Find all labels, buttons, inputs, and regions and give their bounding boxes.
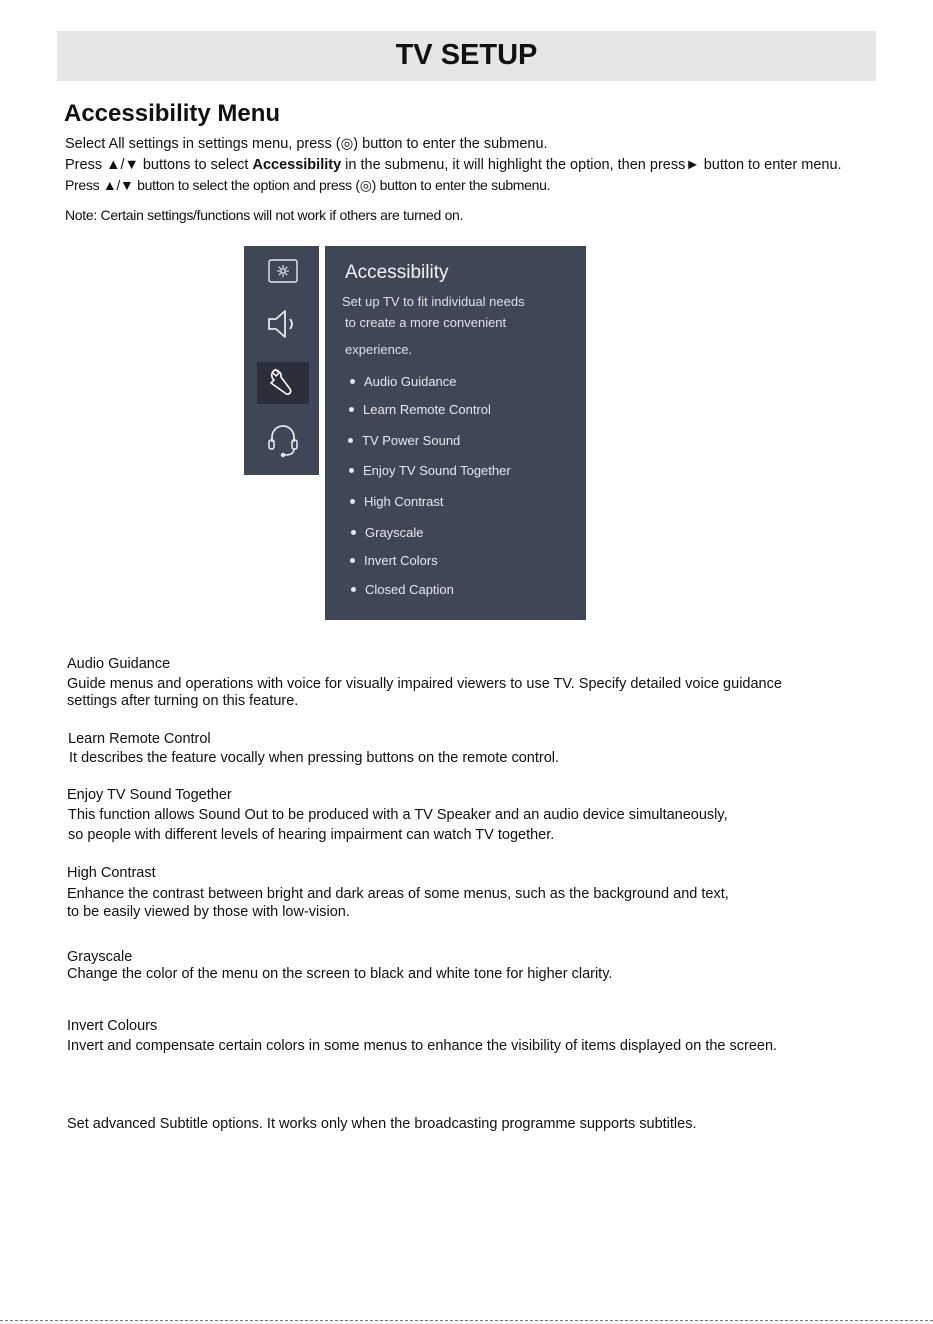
menu-item-label: High Contrast xyxy=(364,494,444,509)
audio-guidance-text-1: Guide menus and operations with voice for visually impaired viewers to use TV. Specify detailed voice guidance xyxy=(67,676,782,692)
audio-guidance-heading: Audio Guidance xyxy=(67,656,171,672)
learn-remote-text-1: It describes the feature vocally when pressing buttons on the remote control. xyxy=(69,750,560,766)
intro-line-2 xyxy=(65,157,842,173)
menu-title: Accessibility xyxy=(345,262,449,283)
intro-line-2-post: in the submenu, it will highlight the option, then press► button to enter menu. xyxy=(341,157,842,173)
wrench-icon xyxy=(268,366,298,401)
bullet-icon xyxy=(349,468,354,473)
bullet-icon xyxy=(350,379,355,384)
intro-note: Note: Certain settings/functions will not work if others are turned on. xyxy=(65,207,464,223)
intro-line-1: Select All settings in settings menu, press (◎) button to enter the submenu. xyxy=(65,136,548,152)
closed-caption-text-1: Set advanced Subtitle options. It works only when the broadcasting programme supports subtitles. xyxy=(67,1116,697,1132)
intro-line-3: Press ▲/▼ button to select the option and press (◎) button to enter the submenu. xyxy=(65,177,551,193)
sidebar-item-system[interactable] xyxy=(257,362,309,404)
bullet-icon xyxy=(349,407,354,412)
enjoy-sound-text-2: so people with different levels of hearing impairment can watch TV together. xyxy=(68,827,555,843)
menu-item-invert-colors[interactable] xyxy=(350,553,438,568)
bullet-icon xyxy=(348,438,353,443)
learn-remote-heading: Learn Remote Control xyxy=(68,731,211,747)
menu-item-closed-caption[interactable] xyxy=(351,582,454,597)
headset-icon xyxy=(267,423,299,464)
menu-item-enjoy-tv-sound-together[interactable] xyxy=(349,463,511,478)
enjoy-sound-heading: Enjoy TV Sound Together xyxy=(67,787,232,803)
sidebar-item-sound[interactable] xyxy=(257,305,309,347)
brightness-icon xyxy=(268,259,298,288)
settings-icon-sidebar xyxy=(244,246,319,475)
menu-description-line-1: Set up TV to fit individual needs xyxy=(342,294,525,309)
page-bottom-divider xyxy=(0,1320,933,1321)
menu-item-label: Enjoy TV Sound Together xyxy=(363,463,511,478)
audio-guidance-text-2: settings after turning on this feature. xyxy=(67,693,299,709)
menu-item-label: Invert Colors xyxy=(364,553,438,568)
intro-line-2-bold: Accessibility xyxy=(252,157,342,173)
sidebar-item-support[interactable] xyxy=(257,422,309,464)
grayscale-heading: Grayscale xyxy=(67,949,133,965)
high-contrast-heading: High Contrast xyxy=(67,865,156,881)
menu-item-label: Grayscale xyxy=(365,525,424,540)
page-header-title: TV SETUP xyxy=(395,39,538,71)
menu-description-line-3: experience. xyxy=(345,342,413,357)
bullet-icon xyxy=(350,499,355,504)
menu-item-tv-power-sound[interactable] xyxy=(348,433,460,448)
menu-item-label: Learn Remote Control xyxy=(363,402,491,417)
menu-item-label: Audio Guidance xyxy=(364,374,457,389)
bullet-icon xyxy=(351,530,356,535)
accessibility-menu-panel xyxy=(325,246,586,620)
high-contrast-text-2: to be easily viewed by those with low-vision. xyxy=(67,904,350,920)
menu-item-high-contrast[interactable] xyxy=(350,494,443,509)
bullet-icon xyxy=(350,558,355,563)
sidebar-item-picture[interactable] xyxy=(257,252,309,294)
menu-item-audio-guidance[interactable] xyxy=(350,374,457,389)
menu-description-line-2: to create a more convenient xyxy=(345,315,507,330)
speaker-icon xyxy=(266,308,300,345)
menu-item-learn-remote-control[interactable] xyxy=(349,402,491,417)
menu-item-label: Closed Caption xyxy=(365,582,454,597)
invert-colours-heading: Invert Colours xyxy=(67,1018,158,1034)
page-header xyxy=(57,31,876,81)
invert-colours-text-1: Invert and compensate certain colors in some menus to enhance the visibility of items displayed on the screen. xyxy=(67,1038,778,1054)
bullet-icon xyxy=(351,587,356,592)
menu-item-grayscale[interactable] xyxy=(351,525,424,540)
intro-line-2-pre: Press ▲/▼ buttons to select xyxy=(65,157,253,173)
menu-item-label: TV Power Sound xyxy=(362,433,461,448)
section-title: Accessibility Menu xyxy=(64,100,281,127)
grayscale-text-1: Change the color of the menu on the screen to black and white tone for higher clarity. xyxy=(67,966,613,982)
enjoy-sound-text-1: This function allows Sound Out to be produced with a TV Speaker and an audio device simultaneously, xyxy=(68,807,728,823)
high-contrast-text-1: Enhance the contrast between bright and dark areas of some menus, such as the background and text, xyxy=(67,886,729,902)
